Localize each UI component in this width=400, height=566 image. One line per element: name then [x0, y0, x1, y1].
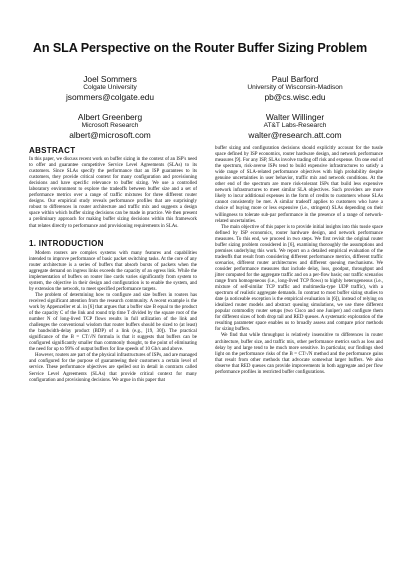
author-name: Albert Greenberg	[77, 112, 143, 122]
author-email: albert@microsoft.com	[69, 130, 151, 140]
author-block	[200, 74, 390, 103]
author-block	[15, 112, 205, 141]
body-paragraph: However, routers are part of the physical infrastructures of ISPs, and are managed and configured for the purpose of guaranteeing their customers a certain level of service. These performance objectives are spelled out in detail in contracts called Service Level Agreements (SLAs) that provide critical context for many configuration and provisioning decisions. We argue in this paper that	[29, 353, 197, 383]
left-column	[29, 146, 197, 384]
body-paragraph: buffer sizing and configuration decisions should explicitly account for the tussle space defined by ISP economics, router hardware design, and network performance measures [9]. For any ISP, SLAs involve trading off risk and expense. On one end of the spectrum, risk-averse ISPs tend to build expensive infrastructures to satisfy a wide range of SLA-related performance objectives with high probability despite genuine uncertainties in user behavior, traffic mix and network conditions. At the other end of the spectrum are more risk-tolerant ISPs that build less expensive network infrastructures to meet similar SLA objectives. Such providers are more likely to incur additional expenses in the form of credits to customers whose SLAs cannot consistently be met. A similar tradeoff applies to customers who have a choice of buying more or less expensive (i.e., stringent) SLAs depending on their willingness to tolerate sub-par performance in the presence of a range of network-related uncertainties.	[215, 146, 383, 224]
author-email: jsommers@colgate.edu	[65, 92, 155, 102]
body-paragraph: Modern routers are complex systems with many features and capabilities intended to improve performance of basic packet switching tasks. At the core of any router architecture is a series of buffers that absorb bursts of packets when the aggregate demand on ingress links exceeds the capacity of an egress link. While the implementation of buffers on router line cards varies significantly from system to system, the objective in their design and configuration is to enable the system, and by extension the network, to meet specified performance targets.	[29, 250, 197, 292]
author-email: walter@research.att.com	[248, 130, 342, 140]
body-paragraph: The main objective of this paper is to provide initial insights into this tussle space defined by ISP economics, router hardware design, and network performance measures. To this end, we proceed in two steps. We first revisit the original router buffer sizing problem considered in [6], examining thoroughly the assumptions and premises underlying this work. We report on a detailed empirical evaluation of the tradeoffs that result from considering different performance metrics, different traffic scenarios, different router architectures and different queuing mechanisms. We consider performance measures that include delay, loss, goodput, throughput and jitter computed for the aggregate traffic and on a per-flow basis; our traffic scenarios range from homogeneous (i.e., long-lived TCP flows) to highly heterogeneous (i.e., mixture of self-similar TCP traffic and multimedia-type UDP traffic), with a spectrum of realistic aggregate demands. In contrast to most buffer sizing studies to date (a noticeable exception is the empirical evaluation in [6]), instead of relying on idealized router models and abstract queuing simulations, we use three different popular commodity router setups (two Cisco and one Juniper) and configure them for different sizes of both drop tail and RED queues. A systematic exploration of the resulting parameter space enables us to broadly assess and compare prior methods for sizing buffers.	[215, 224, 383, 333]
author-email: pb@cs.wisc.edu	[264, 92, 326, 102]
body-paragraph: We find that while throughput is relatively insensitive to differences in router architecture, buffer size, and traffic mix, other performance metrics such as loss and delay by and large tend to be much more sensitive. In particular, our findings shed light on the performance risks of the B = CT/√N method and the performance gains that result from other methods that advocate somewhat larger buffers. We also observe that RED queues can provide improvements in both aggregate and per flow performance profiles in restricted buffer configurations.	[215, 333, 383, 375]
author-name: Walter Willinger	[265, 112, 325, 122]
right-column	[215, 146, 383, 376]
paper-title: An SLA Perspective on the Router Buffer Sizing Problem	[32, 41, 368, 55]
body-paragraph: The problem of determining how to configure and size buffers in routers has received significant attention from the research community. A recent example is the work by Appenzeller et al. in [6] that argues that a buffer size B equal to the product of the capacity C of the link and round trip time T divided by the square root of the number N of long-lived TCP flows results in full utilization of the link and challenges the conventional wisdom that router buffers should be sized to (at least) the bandwidth-delay product (BDP) of a link (e.g., [19, 30]). The practical significance of the B = CT/√N formula is that it suggests that buffers can be configured significantly smaller than commonly thought, to the point of eliminating the need for up to 99% of output buffers for line speeds of 10 Gb/s and above.	[29, 292, 197, 353]
author-affiliation: AT&T Labs-Research	[263, 122, 327, 129]
introduction-heading: 1. INTRODUCTION	[29, 238, 104, 248]
author-affiliation: University of Wisconsin-Madison	[247, 84, 343, 91]
author-block	[15, 74, 205, 103]
author-block	[200, 112, 390, 141]
author-affiliation: Colgate University	[83, 84, 137, 91]
author-affiliation: Microsoft Research	[81, 122, 139, 129]
author-name: Joel Sommers	[83, 74, 137, 84]
abstract-text: In this paper, we discuss recent work on buffer sizing in the context of an ISP's need to offer and guarantee competitive Service Level Agreements (SLAs) to its customers. Since SLAs specify the performance that an ISP guarantees to its customers, they provide critical context for many configuration and provisioning decisions and have specific relevance to buffer sizing. We use a controlled laboratory environment to explore the tradeoffs between buffer size and a set of performance metrics over a range of traffic mixtures for three different router designs. Our empirical study reveals performance profiles that are surprisingly robust to differences in router architecture and traffic mix and suggests a design space within which buffer sizing decisions can be made in practice. We then present a preliminary approach for making buffer sizing decisions within this framework that relates directly to performance and provisioning requirements in SLAs.	[29, 157, 197, 229]
author-name: Paul Barford	[271, 74, 319, 84]
abstract-heading: ABSTRACT	[29, 146, 76, 155]
